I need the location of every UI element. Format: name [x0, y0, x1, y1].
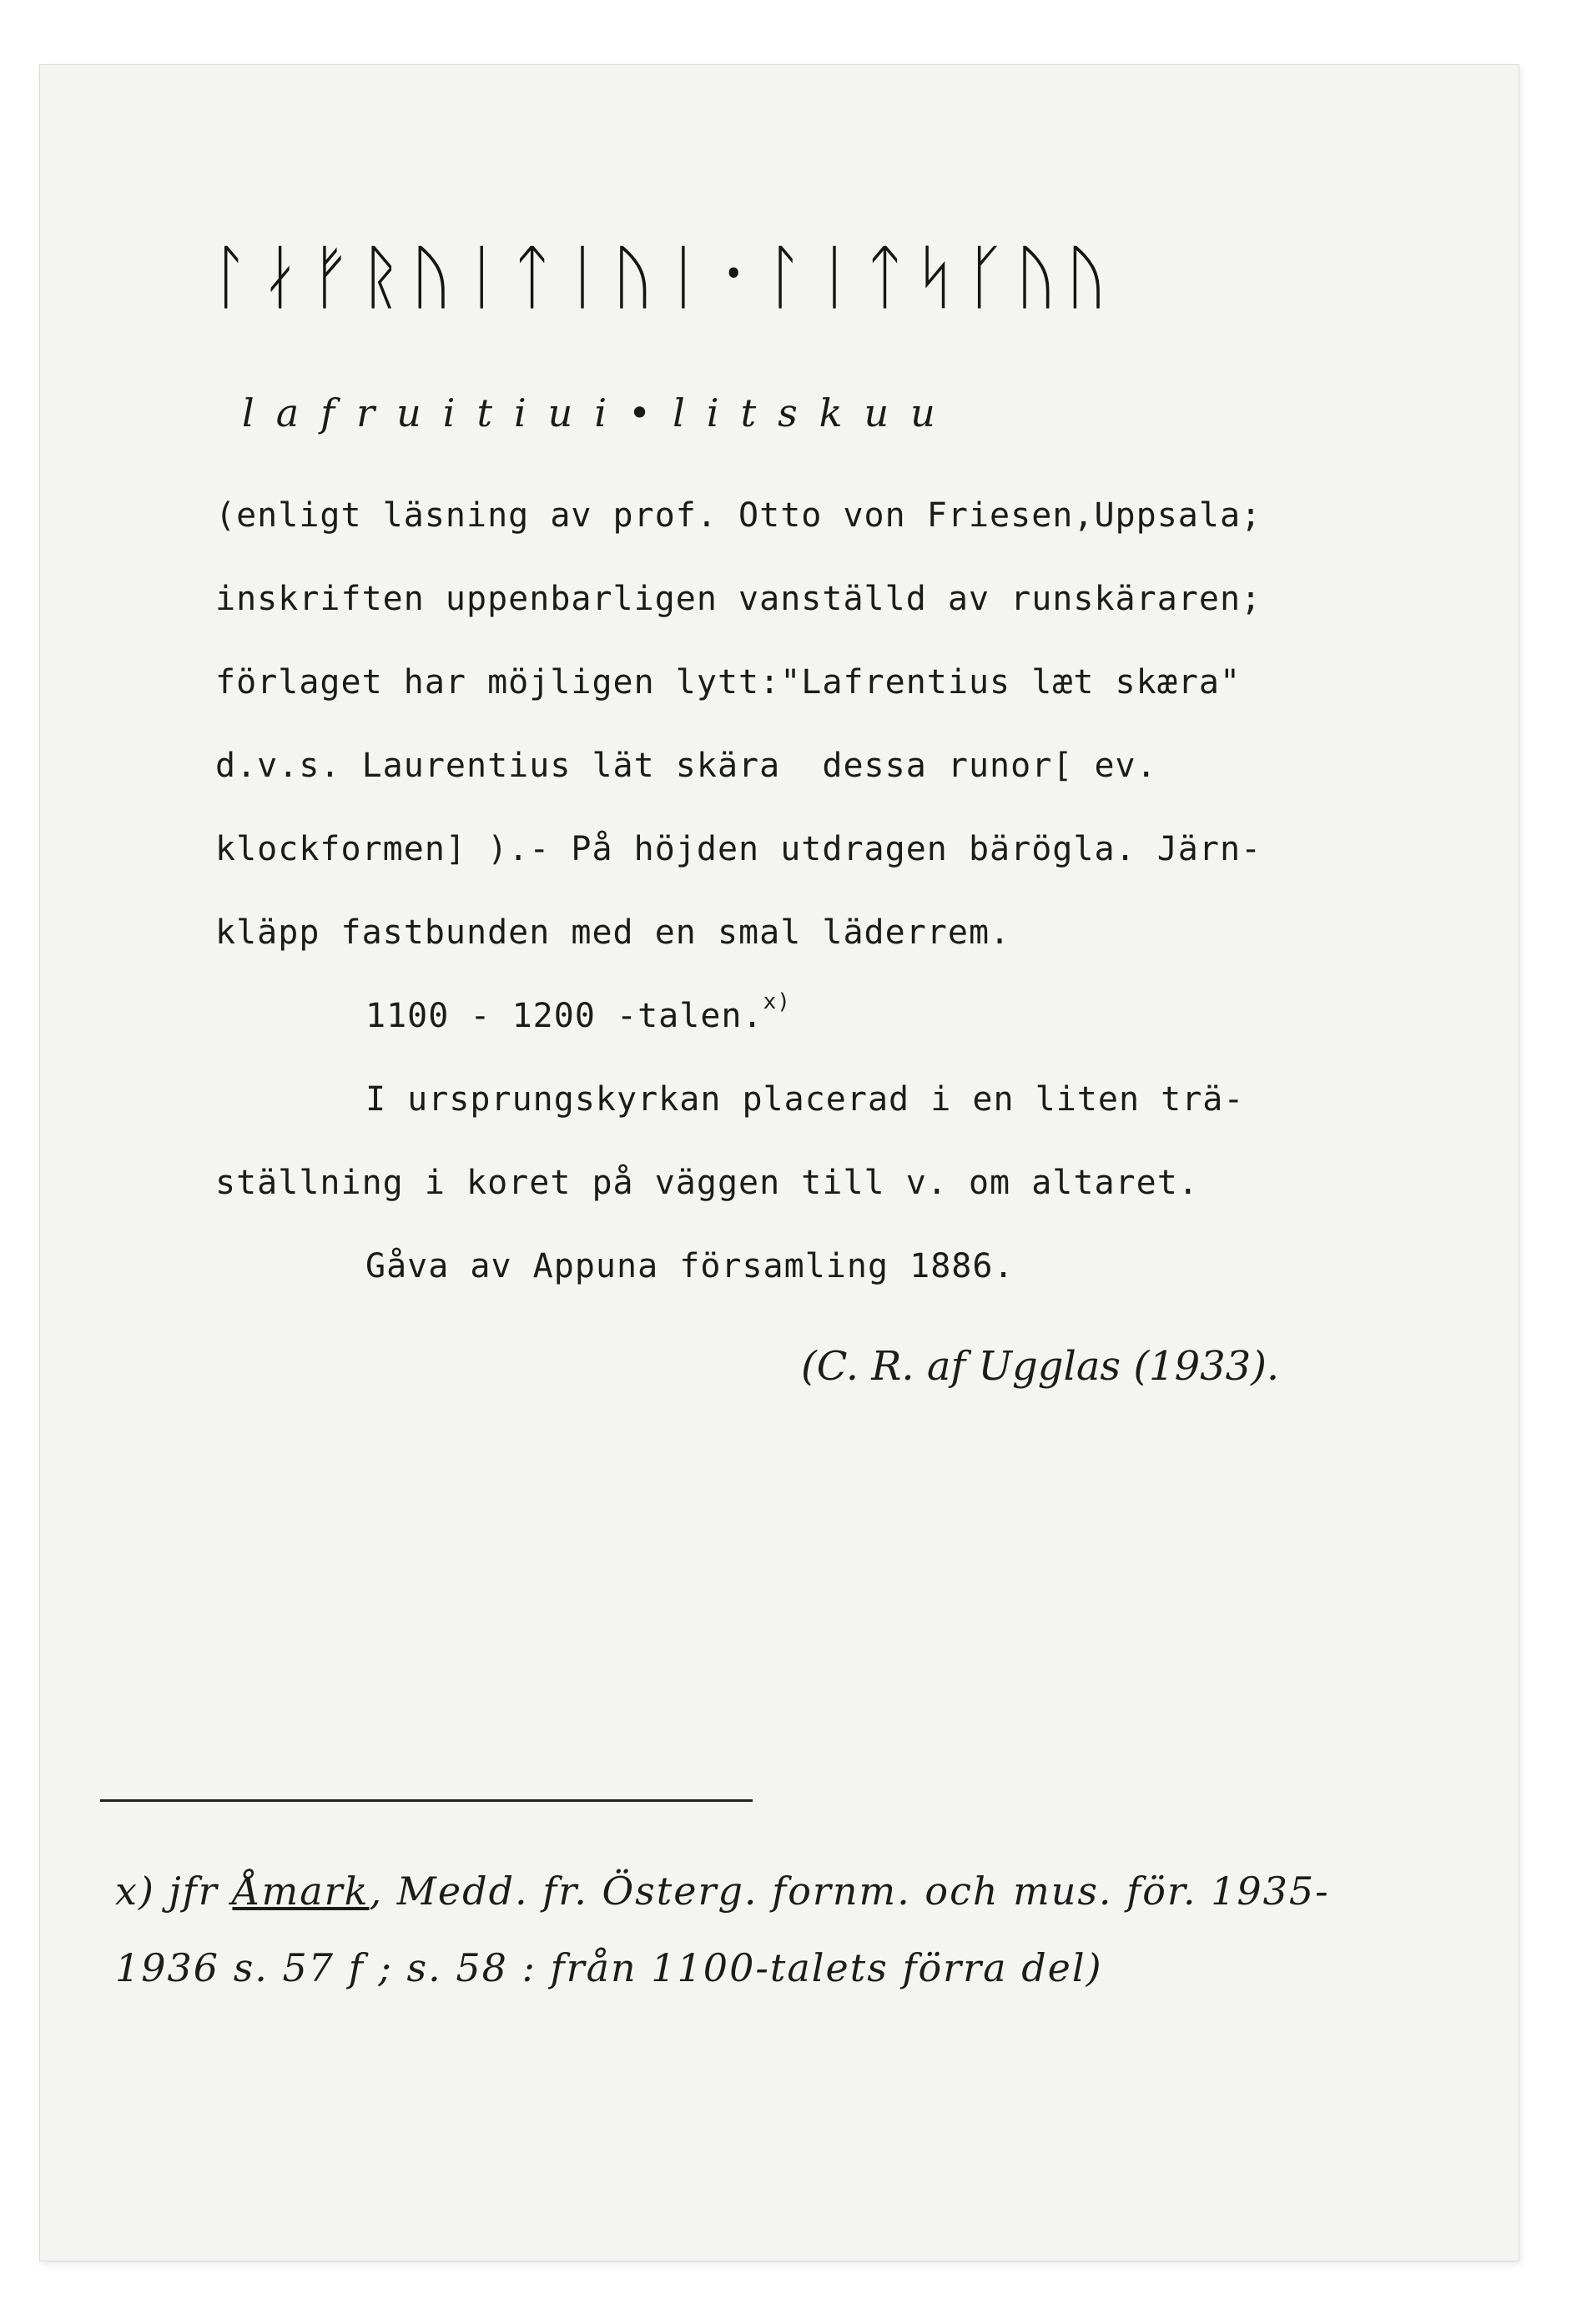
rune-transliteration: lafruitiui•litskuu	[242, 390, 957, 435]
text-line: inskriften uppenbarligen vanställd av runskäraren;	[215, 580, 1262, 618]
donation-line: Gåva av Appuna församling 1886.	[365, 1247, 1015, 1285]
footnote-text: , Medd. fr. Österg. fornm. och mus. för. 1935-	[369, 1869, 1330, 1914]
footnote-line-2: 1936 s. 57 f ; s. 58 : från 1100-talets förra del)	[115, 1945, 1103, 1990]
text-line: ställning i koret på väggen till v. om altaret.	[215, 1164, 1199, 1202]
dating-text: 1100 - 1200 -talen.	[365, 997, 763, 1035]
footnote-author: Åmark	[232, 1869, 370, 1914]
footnote-divider	[100, 1799, 753, 1802]
text-line: kläpp fastbunden med en smal läderrem.	[215, 913, 1011, 952]
runic-inscription: ᛚᛅᚠᚱᚢᛁᛏᛁᚢᛁ᛫ᛚᛁᛏᛋᚴᚢᚢ	[209, 236, 1116, 318]
dating-line	[215, 974, 1500, 1058]
text-line: (enligt läsning av prof. Otto von Friesen,Uppsala;	[215, 496, 1262, 535]
text-line: I ursprungskyrkan placerad i en liten trä-	[365, 1080, 1245, 1119]
text-line: klockformen] ).- På höjden utdragen bärögla. Järn-	[215, 830, 1262, 868]
footnote-marker: x)	[763, 989, 791, 1014]
footnote-line-1	[115, 1869, 1330, 1914]
text-line: d.v.s. Laurentius lät skära dessa runor[ ev.	[215, 747, 1157, 785]
footnote-prefix: jfr	[169, 1869, 219, 1914]
text-line: förlaget har möjligen lytt:"Lafrentius læt skæra"	[215, 663, 1242, 702]
text-line-with-note	[215, 807, 1500, 891]
handwritten-signature: (C. R. af Ugglas (1933).	[801, 1343, 1280, 1390]
typed-description	[215, 474, 1500, 1308]
footnote-marker: x)	[115, 1869, 155, 1914]
